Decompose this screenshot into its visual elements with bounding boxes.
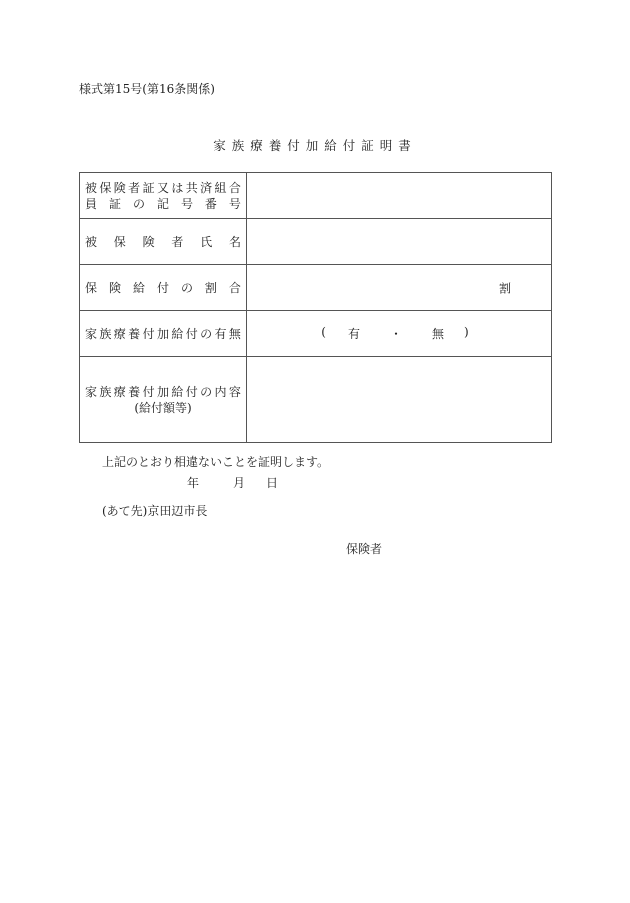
label-insured-name: 被 保 険 者 氏 名 xyxy=(80,219,247,265)
value-insurance-card-number[interactable] xyxy=(247,173,552,219)
document-title: 家族療養付加給付証明書 xyxy=(213,138,417,153)
table-row-additional-benefit-presence xyxy=(80,311,552,357)
table-row-benefit-ratio xyxy=(80,265,552,311)
close-paren: ) xyxy=(464,325,469,339)
option-separator: ・ xyxy=(389,327,402,341)
value-additional-benefit-presence xyxy=(247,311,552,357)
label-benefit-ratio: 保 険 給 付 の 割 合 xyxy=(80,265,247,311)
option-no[interactable]: 無 xyxy=(432,327,445,341)
table-row-insured-name xyxy=(80,219,552,265)
date-year-label: 年 xyxy=(187,476,200,490)
label-line-1: 被 保 険 者 証 又 は 共 済 組 合 xyxy=(85,180,241,195)
date-day-label: 日 xyxy=(266,476,279,490)
label-additional-benefit-details: 家 族 療 養 付 加 給 付 の 内 容 (給付額等) xyxy=(80,357,247,443)
addressee: (あて先)京田辺市長 xyxy=(102,504,208,518)
value-additional-benefit-details[interactable] xyxy=(247,357,552,443)
value-benefit-ratio[interactable] xyxy=(247,265,552,311)
label-insurance-card-number xyxy=(80,173,247,219)
certificate-table xyxy=(79,172,552,443)
certification-statement: 上記のとおり相違ないことを証明します。 xyxy=(102,455,330,469)
form-number: 様式第15号(第16条関係) xyxy=(79,82,215,96)
insurer-label: 保険者 xyxy=(346,542,383,556)
label-additional-benefit-presence: 家 族 療 養 付 加 給 付 の 有 無 xyxy=(80,311,247,357)
label-subnote: (給付額等) xyxy=(134,400,192,415)
value-insured-name[interactable] xyxy=(247,219,552,265)
date-month-label: 月 xyxy=(233,476,246,490)
open-paren: ( xyxy=(321,325,326,339)
ratio-unit: 割 xyxy=(498,281,511,295)
table-row-insurance-card-number xyxy=(80,173,552,219)
option-yes[interactable]: 有 xyxy=(347,327,360,341)
table-row-additional-benefit-details xyxy=(80,357,552,443)
label-line-2: 員 証 の 記 号 番 号 xyxy=(85,196,241,211)
